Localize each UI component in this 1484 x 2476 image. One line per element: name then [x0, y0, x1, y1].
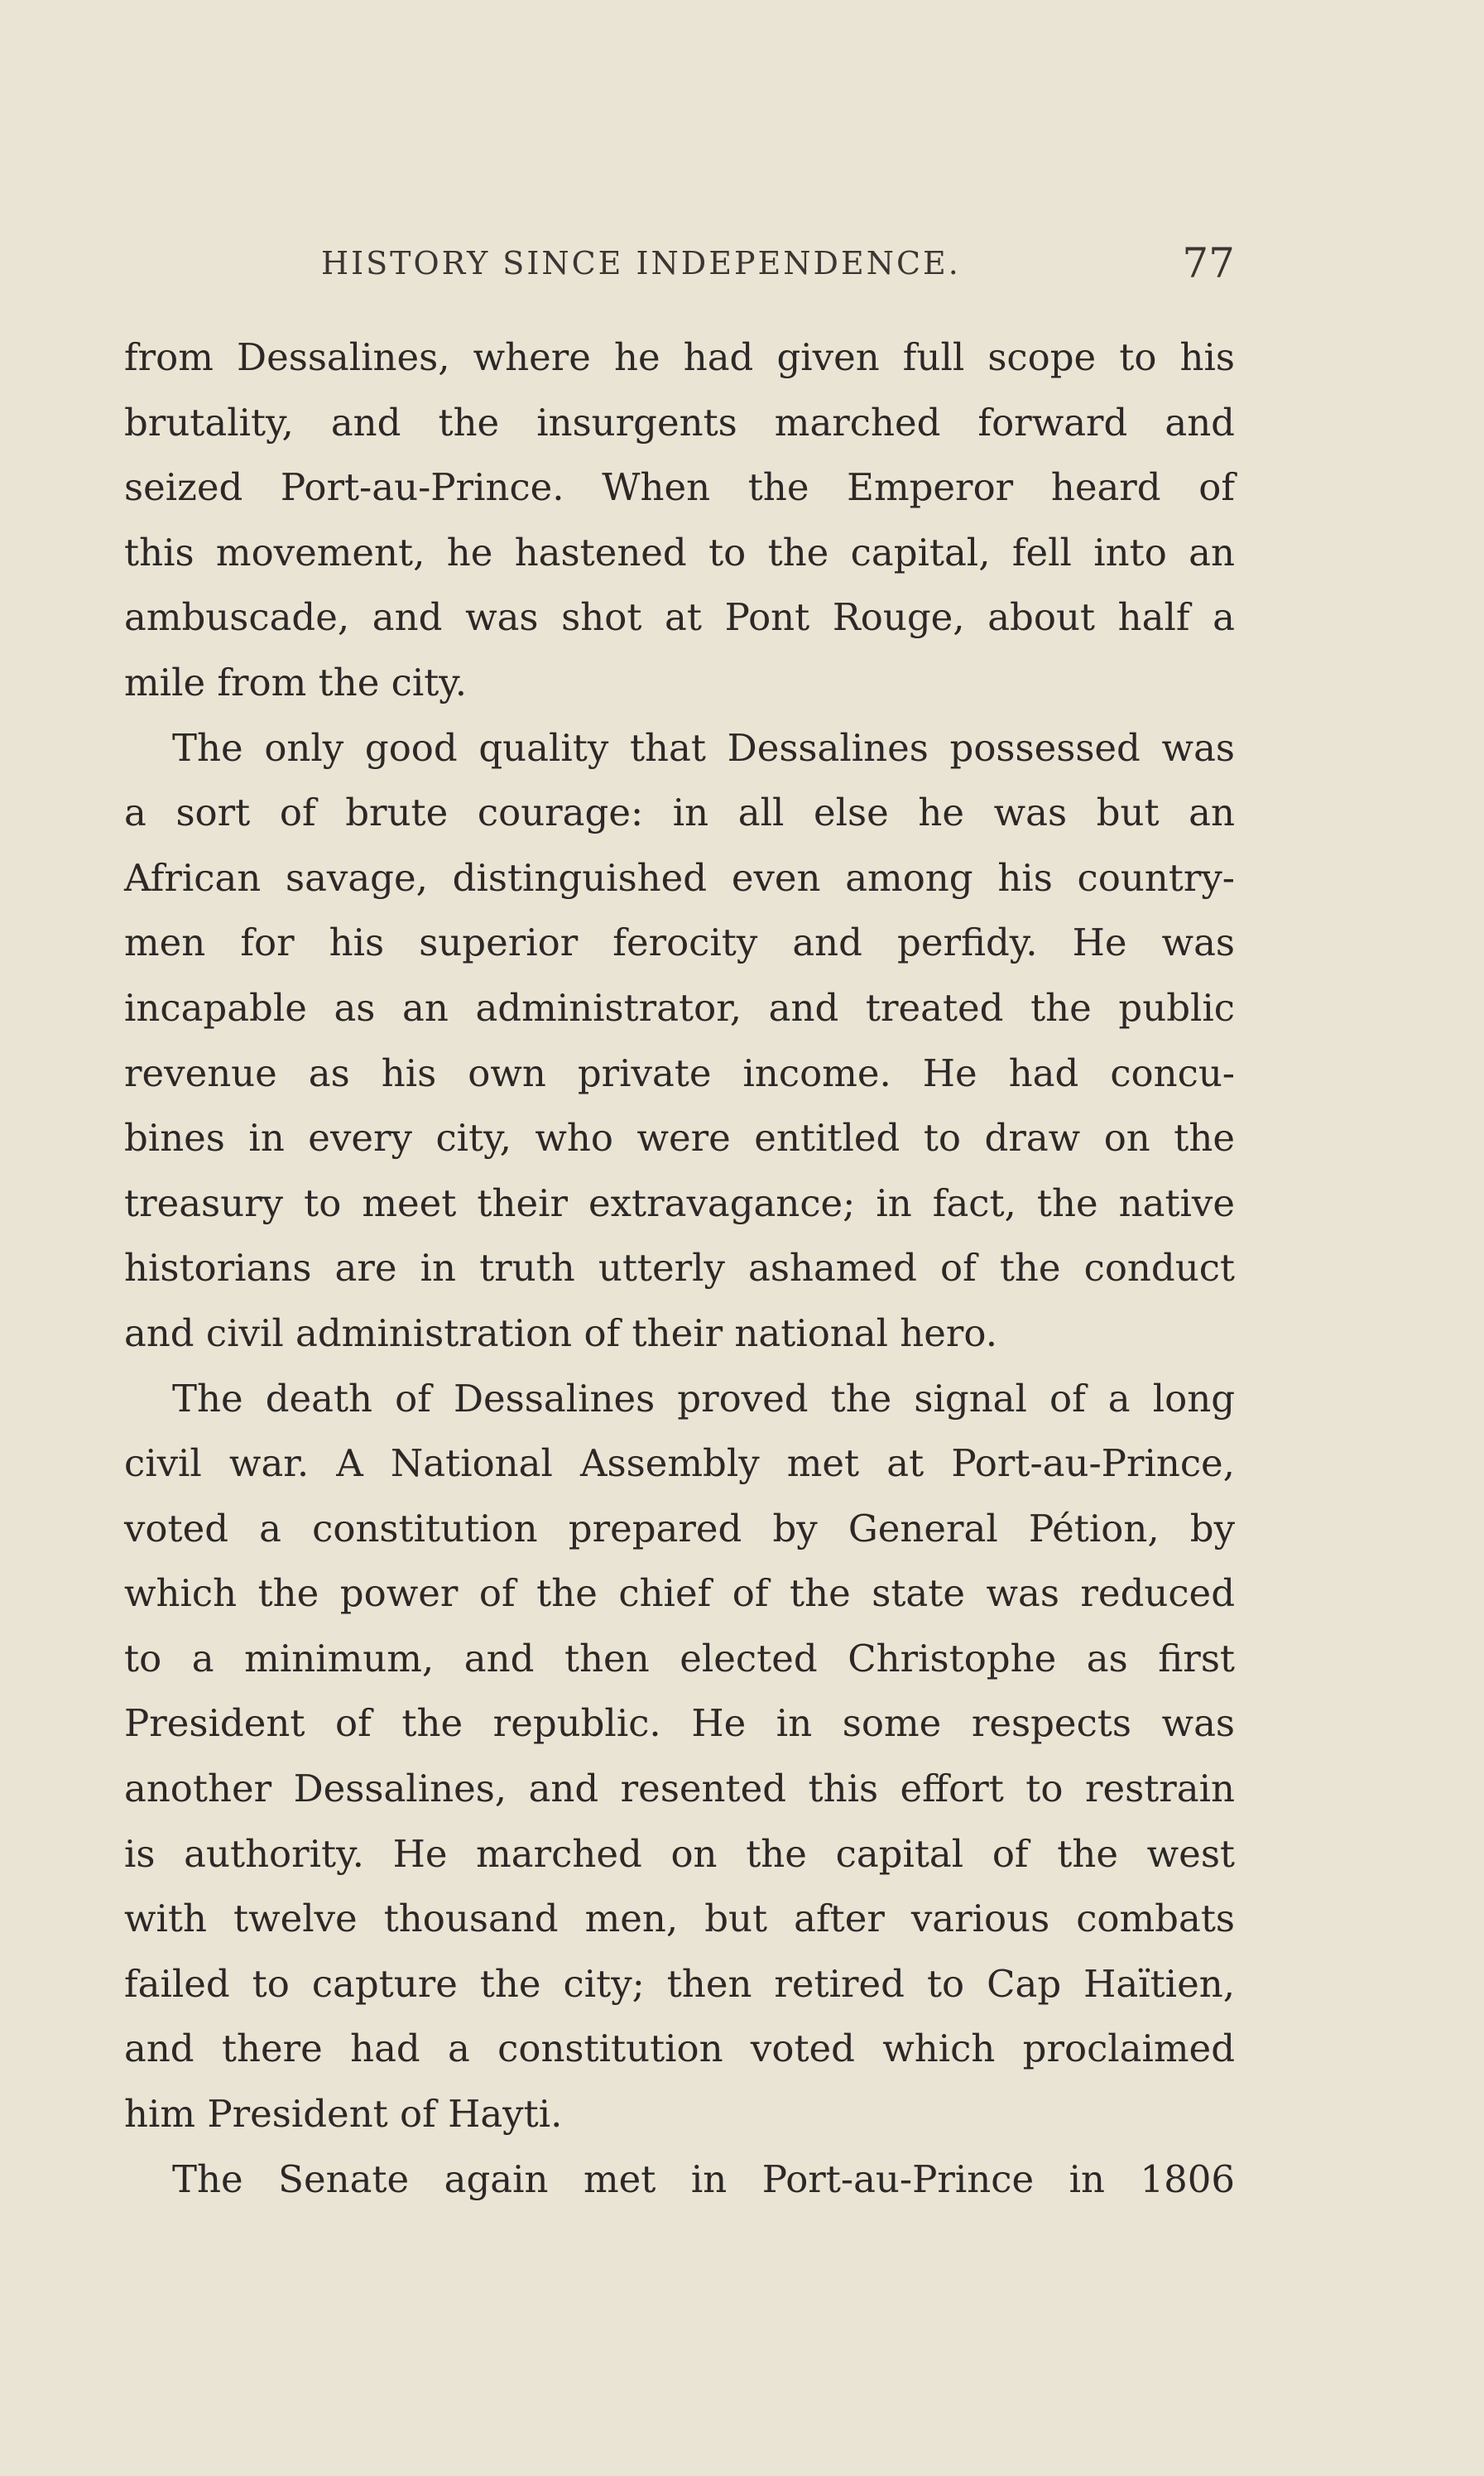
text-line: civil war. A National Assembly met at Port-au-Prince,: [124, 1441, 1235, 1486]
text-line: African savage, distinguished even among his country-: [124, 855, 1235, 900]
text-line: revenue as his own private income. He had concu-: [124, 1050, 1235, 1095]
body-text: [124, 325, 1235, 2212]
text-line: this movement, he hastened to the capital, fell into an: [124, 530, 1235, 575]
running-title: HISTORY SINCE INDEPENDENCE.: [321, 245, 961, 281]
text-line: and civil administration of their national hero.: [124, 1310, 998, 1355]
text-line: mile from the city.: [124, 660, 468, 704]
text-line: with twelve thousand men, but after various combats: [124, 1897, 1235, 1941]
text-line: incapable as an administrator, and treated the public: [124, 985, 1235, 1030]
text-line: failed to capture the city; then retired to Cap Haïtien,: [124, 1961, 1235, 2006]
text-line: President of the republic. He in some respects was: [124, 1701, 1235, 1746]
text-line: treasury to meet their extravagance; in fact, the native: [124, 1180, 1235, 1225]
text-line: brutality, and the insurgents marched forward and: [124, 400, 1235, 445]
text-line: voted a constitution prepared by General Pétion, by: [124, 1506, 1235, 1551]
text-line: is authority. He marched on the capital of the west: [124, 1831, 1235, 1876]
text-line: ambuscade, and was shot at Pont Rouge, about half a: [124, 595, 1235, 640]
text-line: historians are in truth utterly ashamed of the conduct: [124, 1246, 1235, 1291]
text-line: men for his superior ferocity and perfidy. He was: [124, 921, 1235, 965]
text-line: bines in every city, who were entitled to draw on the: [124, 1116, 1235, 1161]
text-line: him President of Hayti.: [124, 2092, 563, 2137]
text-line: seized Port-au-Prince. When the Emperor heard of: [124, 465, 1235, 510]
text-line: which the power of the chief of the state was reduced: [124, 1571, 1235, 1616]
running-head: [124, 238, 1235, 288]
text-line: The only good quality that Dessalines possessed was: [172, 725, 1235, 770]
text-line: a sort of brute courage: in all else he was but an: [124, 791, 1235, 835]
page-number: 77: [1182, 239, 1235, 287]
text-line: to a minimum, and then elected Christophe as first: [124, 1636, 1235, 1680]
text-line: The Senate again met in Port-au-Prince in 1806: [172, 2156, 1235, 2201]
text-line: from Dessalines, where he had given full scope to his: [124, 335, 1235, 379]
text-line: The death of Dessalines proved the signal of a long: [172, 1376, 1235, 1421]
text-line: and there had a constitution voted which proclaimed: [124, 2026, 1235, 2071]
text-line: another Dessalines, and resented this effort to restrain: [124, 1767, 1235, 1811]
